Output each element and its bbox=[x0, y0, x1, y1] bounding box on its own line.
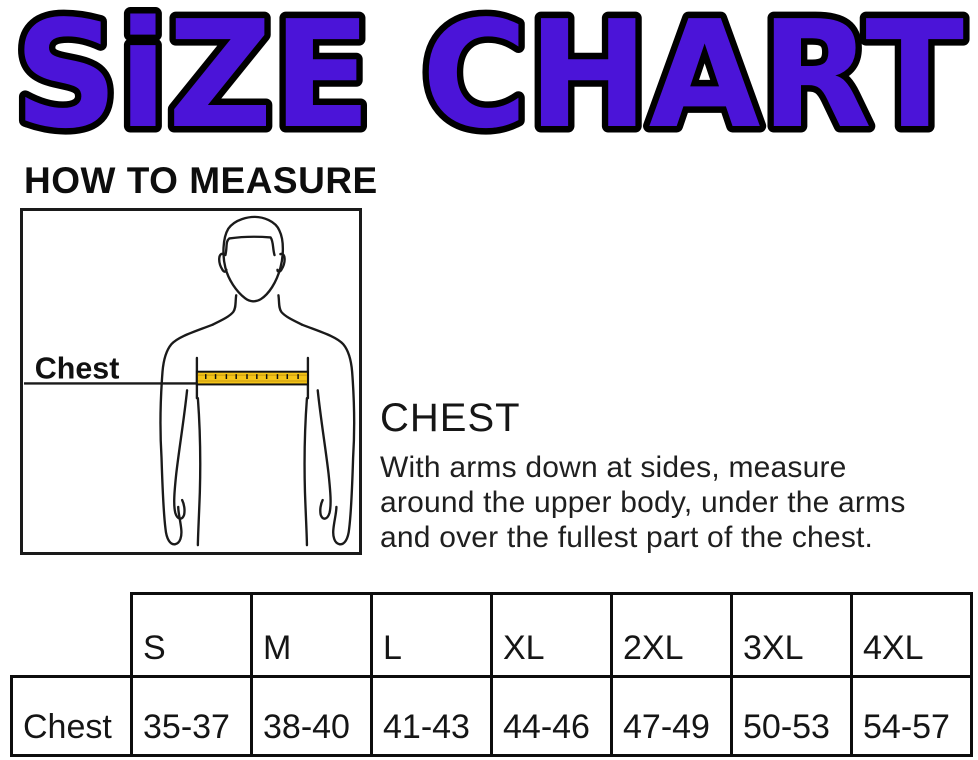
chest-value-cell: 54-57 bbox=[850, 675, 973, 757]
size-header-cell: 3XL bbox=[730, 592, 853, 678]
chest-values-row bbox=[10, 675, 973, 757]
size-header-cell: 2XL bbox=[610, 592, 733, 678]
right-inner-arm bbox=[318, 390, 331, 518]
chest-value-cell: 35-37 bbox=[130, 675, 253, 757]
chest-description-line: With arms down at sides, measure bbox=[380, 451, 847, 484]
chest-section-heading: CHEST bbox=[380, 396, 521, 440]
measure-diagram-box bbox=[20, 208, 362, 555]
neck-left bbox=[213, 295, 237, 324]
size-header-cell: L bbox=[370, 592, 493, 678]
chest-description-line: around the upper body, under the arms bbox=[380, 486, 906, 519]
measuring-tape bbox=[197, 372, 308, 385]
chest-value-cell: 44-46 bbox=[490, 675, 613, 757]
chest-value-cell: 50-53 bbox=[730, 675, 853, 757]
chest-description bbox=[380, 450, 906, 555]
size-header-row bbox=[130, 592, 973, 678]
chest-value-cell: 47-49 bbox=[610, 675, 733, 757]
title-text: SiZE CHART bbox=[14, 0, 965, 155]
size-header-cell: S bbox=[130, 592, 253, 678]
chest-value-cell: 41-43 bbox=[370, 675, 493, 757]
size-table bbox=[10, 592, 973, 757]
torso-right bbox=[305, 398, 307, 545]
title-graphic bbox=[0, 0, 978, 155]
chest-description-line: and over the fullest part of the chest. bbox=[380, 521, 874, 554]
how-to-measure-heading: HOW TO MEASURE bbox=[24, 160, 378, 201]
chest-value-cell: 38-40 bbox=[250, 675, 373, 757]
neck-right bbox=[278, 295, 302, 324]
chest-diagram-label: Chest bbox=[34, 351, 120, 386]
size-header-cell: 4XL bbox=[850, 592, 973, 678]
size-header-cell: M bbox=[250, 592, 373, 678]
page-title bbox=[0, 0, 978, 155]
left-shoulder-arm bbox=[160, 325, 212, 545]
hairline bbox=[225, 237, 274, 255]
row-label-cell: Chest bbox=[10, 675, 133, 757]
torso-left bbox=[198, 398, 200, 545]
head-outline bbox=[223, 217, 282, 301]
left-inner-arm bbox=[174, 390, 187, 518]
right-shoulder-arm bbox=[302, 325, 354, 545]
size-header-cell: XL bbox=[490, 592, 613, 678]
body-measure-illustration bbox=[23, 211, 359, 552]
